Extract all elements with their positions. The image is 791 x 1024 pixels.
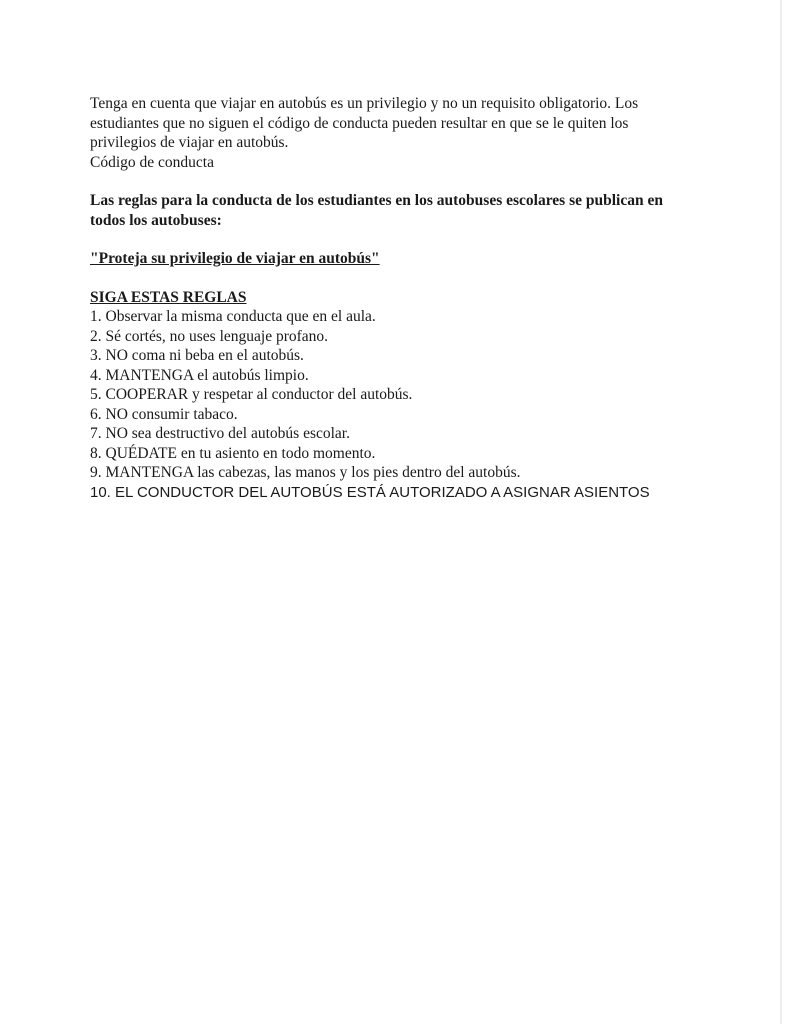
rule-item: 2. Sé cortés, no uses lenguaje profano. — [90, 327, 329, 345]
slogan: "Proteja su privilegio de viajar en autobús" — [90, 250, 380, 267]
rule-item: 10. EL CONDUCTOR DEL AUTOBÚS ESTÁ AUTORIZADO A ASIGNAR ASIENTOS — [90, 483, 650, 501]
rule-item: 5. COOPERAR y respetar al conductor del autobús. — [90, 386, 413, 403]
code-of-conduct-heading: Código de conducta — [90, 153, 214, 171]
intro-section — [90, 94, 690, 172]
rule-item: 8. QUÉDATE en tu asiento en todo momento. — [90, 444, 376, 462]
rule-item: 6. NO consumir tabaco. — [90, 405, 238, 423]
rule-item: 9. MANTENGA las cabezas, las manos y los pies dentro del autobús. — [90, 464, 521, 481]
rule-item: 3. NO coma ni beba en el autobús. — [90, 347, 304, 364]
rules-list — [90, 307, 690, 502]
rule-item: 4. MANTENGA el autobús limpio. — [90, 366, 309, 384]
rule-item: 1. Observar la misma conducta que en el aula. — [90, 308, 376, 325]
intro-paragraph: Tenga en cuenta que viajar en autobús es un privilegio y no un requisito obligatorio. Los estudiantes que no siguen el código de conducta pueden resultar en que se le quiten los privilegios de viajar en autobús. — [90, 95, 639, 151]
rules-notice: Las reglas para la conducta de los estudiantes en los autobuses escolares se publican en todos los autobuses: — [90, 192, 663, 229]
document-body — [90, 94, 690, 502]
rules-title: SIGA ESTAS REGLAS — [90, 288, 247, 306]
rule-item: 7. NO sea destructivo del autobús escolar. — [90, 425, 350, 442]
scan-edge — [780, 0, 782, 1024]
